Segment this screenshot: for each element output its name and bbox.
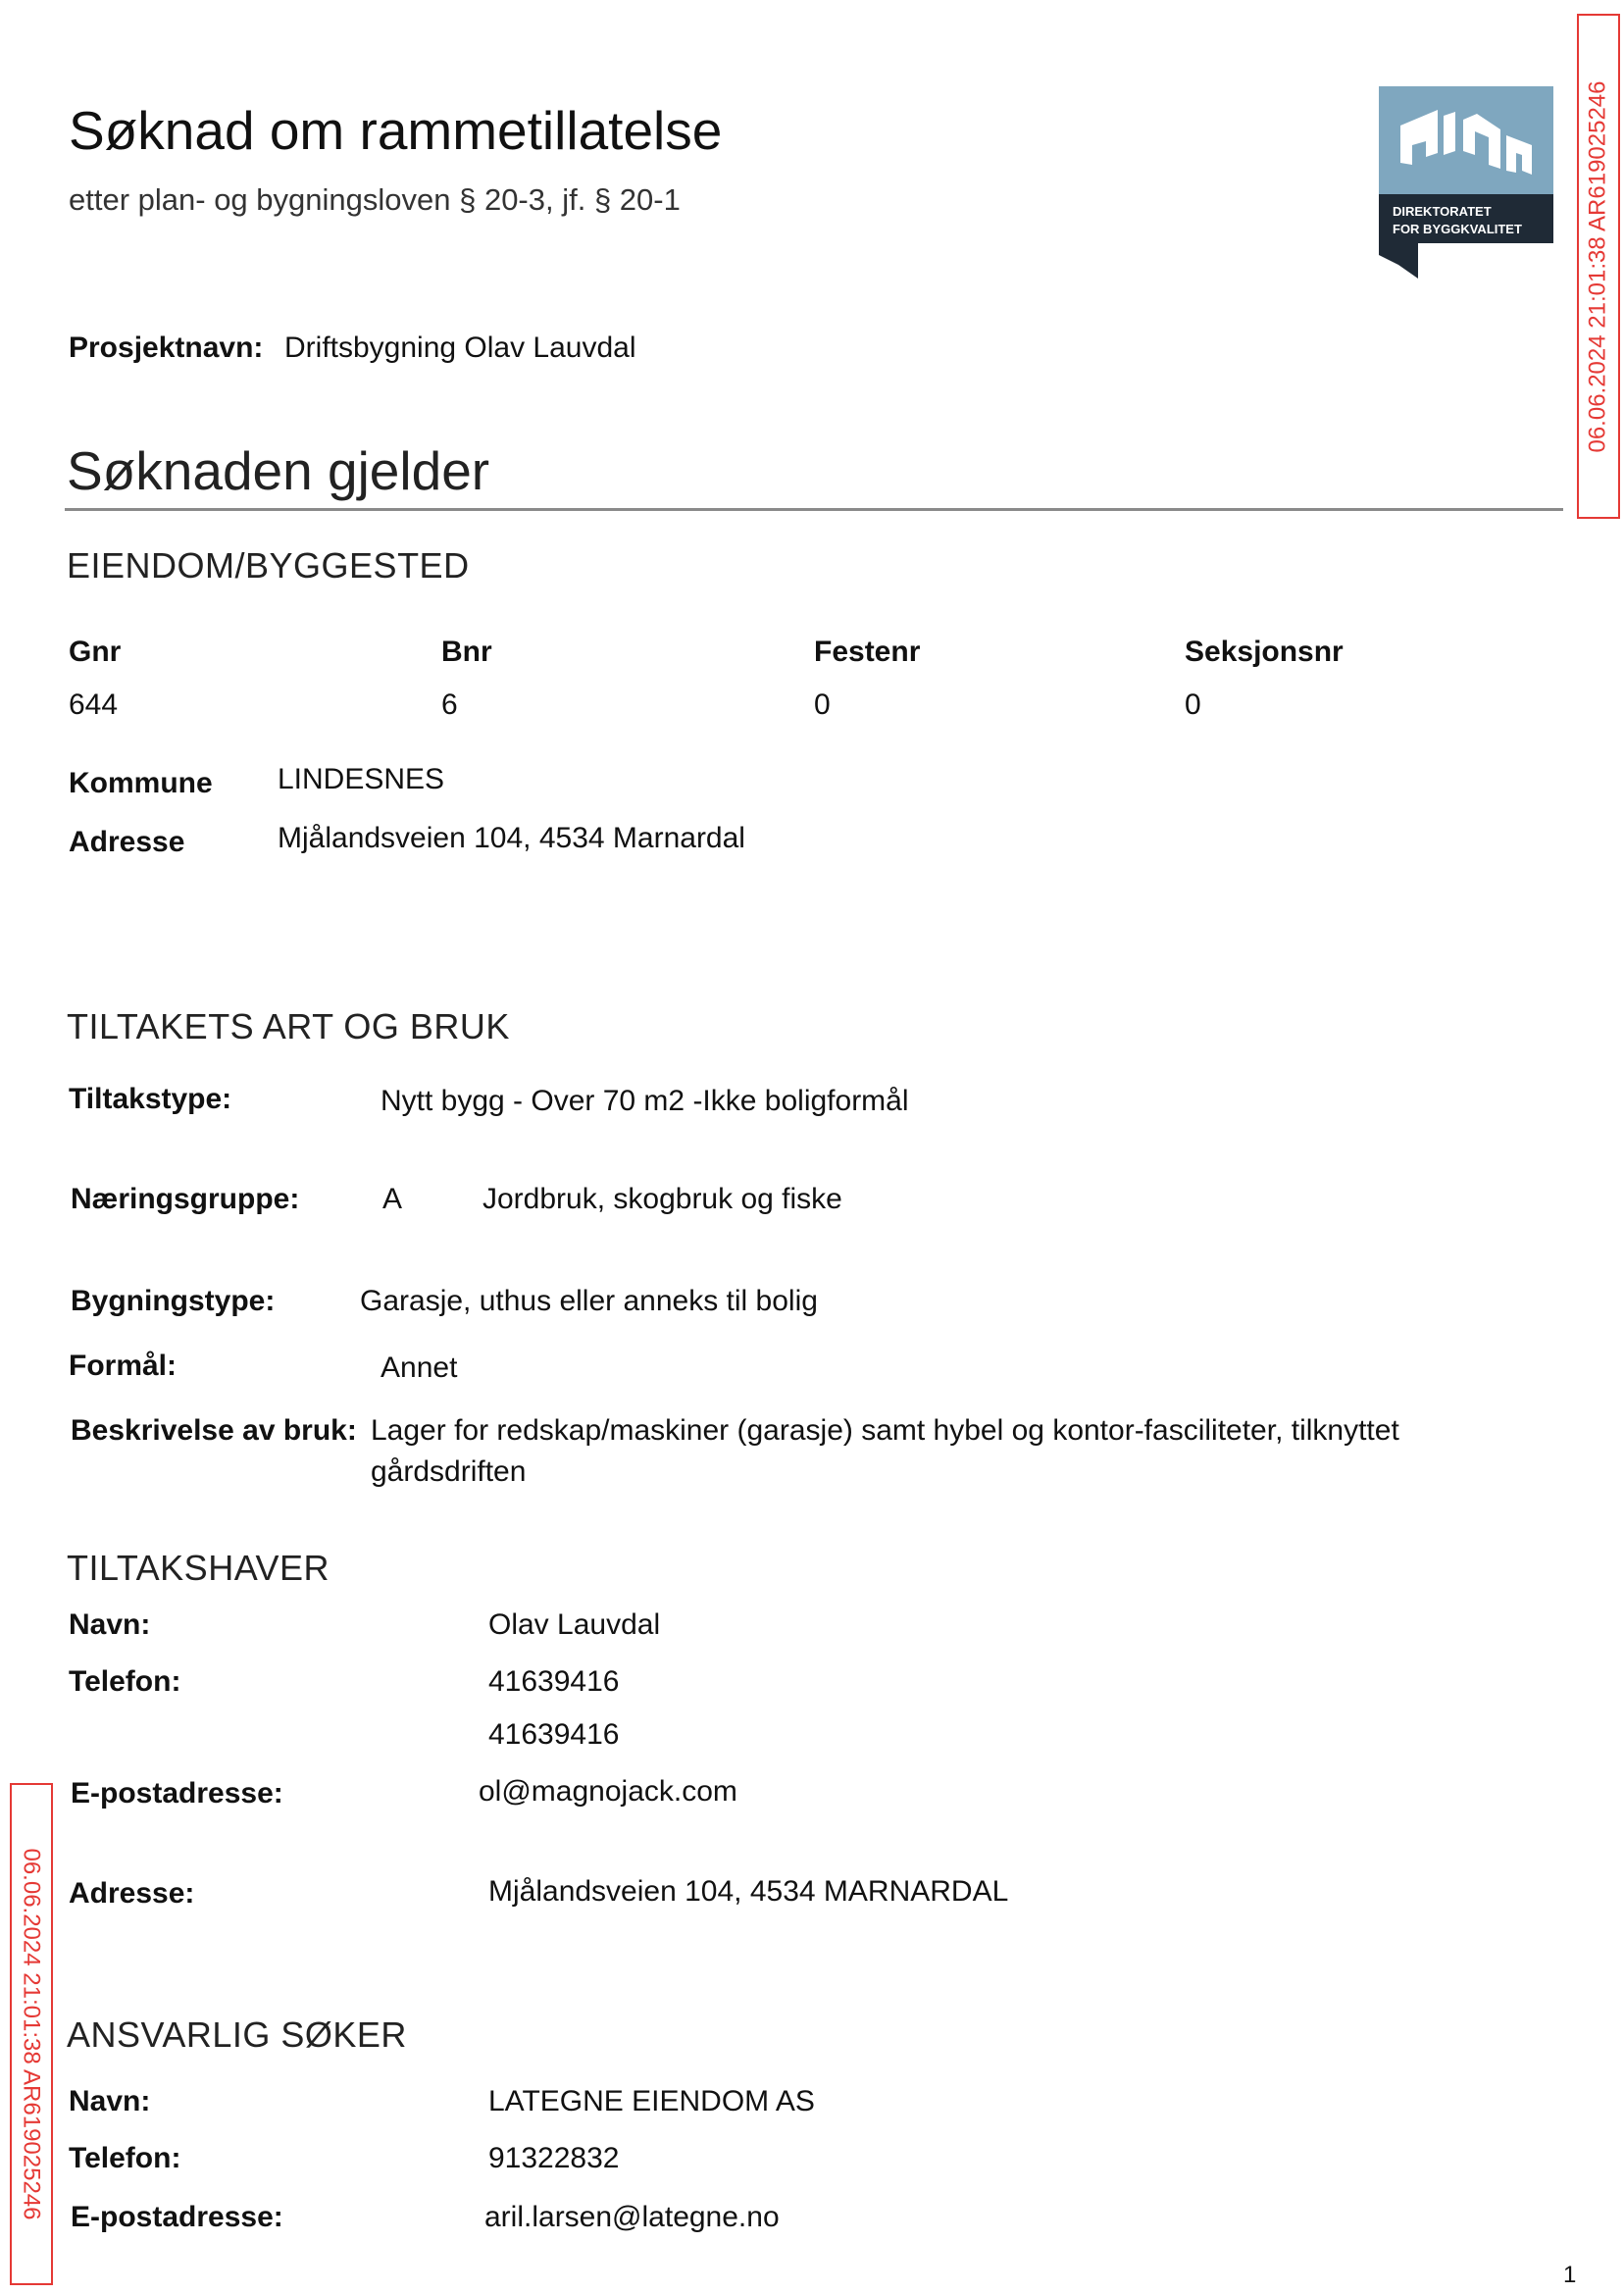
formal-label: Formål: [69, 1350, 178, 1382]
naeringsgruppe-label: Næringsgruppe: [71, 1183, 300, 1215]
section-tiltakets-art: TILTAKETS ART OG BRUK [67, 1006, 510, 1046]
ansvarlig-epost-label: E-postadresse: [71, 2201, 283, 2233]
dibk-logo [1379, 86, 1553, 279]
tiltakstype-label: Tiltakstype: [69, 1083, 232, 1115]
logo-line-1: DIREKTORATET [1393, 204, 1492, 219]
naeringsgruppe-code: A [382, 1183, 403, 1215]
adresse-label: Adresse [69, 826, 185, 858]
tiltakshaver-telefon-value-2: 41639416 [488, 1718, 620, 1751]
document-title: Søknad om rammetillatelse [69, 100, 723, 161]
kommune-value: LINDESNES [278, 763, 445, 795]
tiltakshaver-adresse-label: Adresse: [69, 1877, 195, 1910]
bygningstype-value: Garasje, uthus eller anneks til bolig [360, 1285, 818, 1317]
ansvarlig-navn-value: LATEGNE EIENDOM AS [488, 2085, 815, 2117]
main-heading: Søknaden gjelder [67, 440, 490, 501]
date-stamp-right [1577, 14, 1620, 519]
kommune-label: Kommune [69, 767, 213, 799]
tiltakshaver-navn-value: Olav Lauvdal [488, 1608, 661, 1641]
tiltakshaver-navn-label: Navn: [69, 1608, 151, 1641]
project-name-label: Prosjektnavn: [69, 331, 264, 364]
beskrivelse-value: Lager for redskap/maskiner (garasje) samt hybel og kontor-fasciliteter, tilknyttet gårdsdriften [371, 1414, 1399, 1488]
heading-rule [65, 508, 1563, 511]
beskrivelse-label: Beskrivelse av bruk: [71, 1414, 357, 1447]
tiltakshaver-epost-label: E-postadresse: [71, 1777, 283, 1810]
bygningstype-label: Bygningstype: [71, 1285, 276, 1317]
seksjonsnr-value: 0 [1185, 688, 1201, 721]
date-stamp-right-text: 06.06.2024 21:01:38 AR619025246 [1585, 79, 1611, 453]
section-eiendom: EIENDOM/BYGGESTED [67, 545, 470, 586]
ansvarlig-telefon-value: 91322832 [488, 2142, 620, 2174]
adresse-value: Mjålandsveien 104, 4534 Marnardal [278, 822, 745, 854]
bnr-label: Bnr [441, 636, 492, 668]
project-name-value: Driftsbygning Olav Lauvdal [284, 331, 636, 364]
tiltakshaver-adresse-value: Mjålandsveien 104, 4534 MARNARDAL [488, 1875, 1009, 1908]
gnr-label: Gnr [69, 636, 122, 668]
tiltakstype-value: Nytt bygg - Over 70 m2 -Ikke boligformål [381, 1085, 909, 1117]
section-ansvarlig-soker: ANSVARLIG SØKER [67, 2014, 407, 2055]
gnr-value: 644 [69, 688, 119, 721]
date-stamp-left-text: 06.06.2024 21:01:38 AR619025246 [19, 1848, 45, 2220]
tiltakshaver-epost-value: ol@magnojack.com [479, 1775, 737, 1808]
festenr-label: Festenr [814, 636, 921, 668]
document-subtitle: etter plan- og bygningsloven § 20-3, jf. § 20-1 [69, 182, 681, 217]
logo-line-2: FOR BYGGKVALITET [1393, 222, 1522, 236]
festenr-value: 0 [814, 688, 831, 721]
naeringsgruppe-value: Jordbruk, skogbruk og fiske [482, 1183, 842, 1215]
tiltakshaver-telefon-value: 41639416 [488, 1665, 620, 1698]
ansvarlig-telefon-label: Telefon: [69, 2142, 181, 2174]
page-number: 1 [1563, 2262, 1577, 2288]
seksjonsnr-label: Seksjonsnr [1185, 636, 1344, 668]
formal-value: Annet [381, 1351, 458, 1384]
ansvarlig-epost-value: aril.larsen@lategne.no [484, 2201, 780, 2233]
date-stamp-left [10, 1783, 53, 2285]
tiltakshaver-telefon-label: Telefon: [69, 1665, 181, 1698]
dibk-logo-graphic [1379, 86, 1553, 279]
section-tiltakshaver: TILTAKSHAVER [67, 1548, 330, 1588]
bnr-value: 6 [441, 688, 458, 721]
ansvarlig-navn-label: Navn: [69, 2085, 151, 2117]
